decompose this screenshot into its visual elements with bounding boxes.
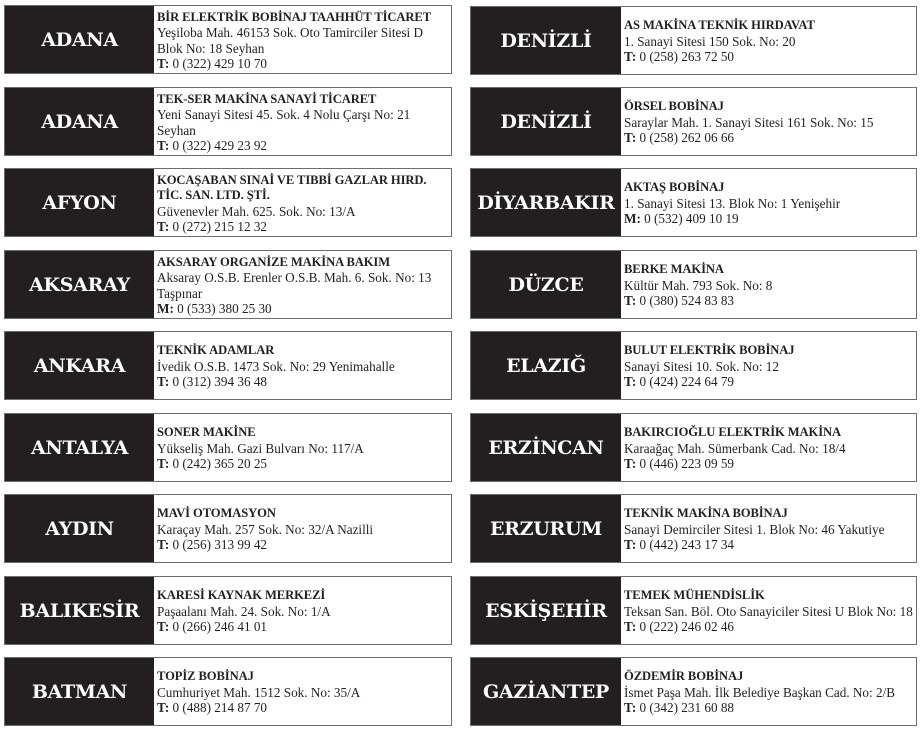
company-name: ÖRSEL BOBİNAJ: [624, 99, 724, 114]
dealer-card: [4, 657, 452, 726]
address: Sanayi Demirciler Sitesi 1. Blok No: 46 Yakutiye: [624, 521, 885, 537]
dealer-card: [4, 331, 452, 400]
dealer-card: [4, 576, 452, 645]
phone-label: T:: [157, 619, 170, 635]
city-label: ERZURUM: [471, 495, 621, 562]
dealer-card: [470, 87, 917, 156]
address: Cumhuriyet Mah. 1512 Sok. No: 35/A: [157, 684, 361, 700]
city-label: BALIKESİR: [5, 577, 154, 644]
phone-number: 0 (322) 429 10 70: [172, 55, 268, 71]
company-name: TEKNİK ADAMLAR: [157, 343, 275, 358]
phone-label: T:: [624, 700, 637, 716]
phone-number: 0 (342) 231 60 88: [639, 700, 735, 716]
company-name: MAVİ OTOMASYON: [157, 506, 276, 521]
phone-number: 0 (446) 223 09 59: [639, 456, 735, 472]
dealer-info: [154, 6, 451, 73]
phone-line: [624, 374, 916, 389]
company-name: BULUT ELEKTRİK BOBİNAJ: [624, 343, 795, 358]
phone-line: [624, 619, 916, 634]
dealer-card: [470, 413, 917, 482]
dealer-card: [470, 331, 917, 400]
phone-label: T:: [624, 293, 637, 309]
phone-label: T:: [624, 619, 637, 635]
company-name: TEKNİK MAKİNA BOBİNAJ: [624, 506, 788, 521]
phone-line: [157, 619, 451, 634]
company-name: BERKE MAKİNA: [624, 262, 724, 277]
phone-label: T:: [157, 374, 170, 390]
city-label: AYDIN: [5, 495, 154, 562]
dealer-info: [154, 169, 451, 236]
company-name: KOCAŞABAN SINAİ VE TIBBİ GAZLAR HIRD. TİC. SAN. LTD. ŞTİ.: [157, 172, 427, 203]
city-label: DENİZLİ: [471, 7, 621, 74]
dealer-info: [154, 658, 451, 725]
dealer-card: [4, 87, 452, 156]
company-name: KARESİ KAYNAK MERKEZİ: [157, 588, 326, 603]
phone-number: 0 (312) 394 36 48: [172, 374, 268, 390]
dealer-card: [470, 6, 917, 75]
city-label: DİYARBAKIR: [471, 169, 621, 236]
dealer-info: [621, 495, 916, 562]
address: Yükseliş Mah. Gazi Bulvarı No: 117/A: [157, 440, 364, 456]
company-name: AS MAKİNA TEKNİK HIRDAVAT: [624, 18, 815, 33]
company-name: ÖZDEMİR BOBİNAJ: [624, 669, 744, 684]
address: Aksaray O.S.B. Erenler O.S.B. Mah. 6. Sok. No: 13 Taşpınar: [157, 270, 432, 301]
dealer-card: [470, 168, 917, 237]
company-name: BAKIRCIOĞLU ELEKTRİK MAKİNA: [624, 425, 842, 440]
company-name: AKSARAY ORGANİZE MAKİNA BAKIM: [157, 254, 391, 269]
city-label: ELAZIĞ: [471, 332, 621, 399]
company-name: TEMEK MÜHENDİSLİK: [624, 588, 765, 603]
phone-line: [157, 700, 451, 715]
phone-number: 0 (272) 215 12 32: [172, 218, 268, 234]
address: 1. Sanayi Sitesi 150 Sok. No: 20: [624, 33, 796, 49]
dealer-card: [4, 250, 452, 319]
dealer-card: [4, 168, 452, 237]
phone-number: 0 (322) 429 23 92: [172, 137, 268, 153]
address: Güvenevler Mah. 625. Sok. No: 13/A: [157, 203, 356, 219]
city-label: ADANA: [5, 6, 154, 73]
dealer-info: [154, 332, 451, 399]
phone-line: [157, 138, 451, 153]
phone-line: [157, 56, 451, 71]
phone-number: 0 (258) 262 06 66: [639, 130, 735, 146]
dealer-info: [621, 332, 916, 399]
address: Yeşiloba Mah. 46153 Sok. Oto Tamirciler Sitesi D Blok No: 18 Seyhan: [157, 25, 423, 56]
phone-number: 0 (380) 524 83 83: [639, 293, 735, 309]
address: İsmet Paşa Mah. İlk Belediye Başkan Cad. No: 2/B: [624, 684, 896, 700]
dealer-card: [4, 5, 452, 74]
dealer-card: [470, 250, 917, 319]
phone-line: [157, 219, 451, 234]
city-label: ESKİŞEHİR: [471, 577, 621, 644]
phone-line: [624, 49, 916, 64]
address: Sanayi Sitesi 10. Sok. No: 12: [624, 358, 779, 374]
city-label: ERZİNCAN: [471, 414, 621, 481]
address: İvedik O.S.B. 1473 Sok. No: 29 Yenimahalle: [157, 358, 395, 374]
dealer-info: [621, 88, 916, 155]
company-name: TOPİZ BOBİNAJ: [157, 669, 254, 684]
phone-number: 0 (532) 409 10 19: [644, 211, 739, 227]
city-label: DÜZCE: [471, 251, 621, 318]
city-label: AKSARAY: [5, 251, 154, 318]
phone-line: [157, 456, 451, 471]
city-label: AFYON: [5, 169, 154, 236]
phone-number: 0 (258) 263 72 50: [639, 49, 735, 65]
phone-line: [624, 537, 916, 552]
company-name: AKTAŞ BOBİNAJ: [624, 180, 725, 195]
dealer-info: [154, 251, 451, 318]
company-name: TEK-SER MAKİNA SANAYİ TİCARET: [157, 91, 377, 106]
dealer-card: [4, 494, 452, 563]
dealer-info: [621, 577, 916, 644]
address: Yeni Sanayi Sitesi 45. Sok. 4 Nolu Çarşı No: 21 Seyhan: [157, 107, 411, 138]
phone-number: 0 (242) 365 20 25: [172, 456, 268, 472]
address: Karaçay Mah. 257 Sok. No: 32/A Nazilli: [157, 521, 374, 537]
city-label: GAZİANTEP: [471, 658, 621, 725]
dealer-info: [621, 169, 916, 236]
phone-number: 0 (424) 224 64 79: [639, 374, 735, 390]
address: Kültür Mah. 793 Sok. No: 8: [624, 277, 773, 293]
phone-label: T:: [624, 49, 637, 65]
city-label: ANKARA: [5, 332, 154, 399]
dealer-info: [621, 7, 916, 74]
dealer-card: [4, 413, 452, 482]
phone-label: M:: [157, 300, 174, 316]
company-name: BİR ELEKTRİK BOBİNAJ TAAHHÜT TİCARET: [157, 9, 432, 24]
dealer-card: [470, 494, 917, 563]
phone-number: 0 (266) 246 41 01: [172, 619, 268, 635]
phone-number: 0 (533) 380 25 30: [177, 300, 272, 316]
phone-number: 0 (488) 214 87 70: [172, 700, 268, 716]
address: Karaağaç Mah. Sümerbank Cad. No: 18/4: [624, 440, 846, 456]
phone-line: [624, 130, 916, 145]
phone-label: T:: [624, 130, 637, 146]
phone-label: T:: [157, 218, 170, 234]
dealer-info: [154, 577, 451, 644]
dealer-info: [621, 658, 916, 725]
phone-label: M:: [624, 211, 641, 227]
address: Teksan San. Böl. Oto Sanayiciler Sitesi U Blok No: 18: [624, 603, 913, 619]
city-label: BATMAN: [5, 658, 154, 725]
dealer-info: [154, 495, 451, 562]
phone-number: 0 (442) 243 17 34: [639, 537, 735, 553]
phone-line: [624, 700, 916, 715]
city-label: ANTALYA: [5, 414, 154, 481]
dealer-card: [470, 576, 917, 645]
address: 1. Sanayi Sitesi 13. Blok No: 1 Yenişehir: [624, 195, 841, 211]
dealer-info: [621, 414, 916, 481]
city-label: DENİZLİ: [471, 88, 621, 155]
address: Paşaalanı Mah. 24. Sok. No: 1/A: [157, 603, 331, 619]
dealer-info: [154, 88, 451, 155]
phone-line: [157, 301, 451, 316]
phone-number: 0 (222) 246 02 46: [639, 619, 735, 635]
city-label: ADANA: [5, 88, 154, 155]
phone-label: T:: [157, 456, 170, 472]
company-name: SONER MAKİNE: [157, 425, 256, 440]
address: Saraylar Mah. 1. Sanayi Sitesi 161 Sok. No: 15: [624, 114, 874, 130]
phone-label: T:: [157, 55, 170, 71]
phone-line: [157, 537, 451, 552]
phone-line: [624, 293, 916, 308]
phone-label: T:: [624, 374, 637, 390]
phone-label: T:: [157, 700, 170, 716]
phone-label: T:: [157, 137, 170, 153]
phone-number: 0 (256) 313 99 42: [172, 537, 268, 553]
dealer-card: [470, 657, 917, 726]
phone-label: T:: [624, 456, 637, 472]
phone-line: [624, 456, 916, 471]
dealer-info: [621, 251, 916, 318]
phone-line: [157, 374, 451, 389]
phone-label: T:: [624, 537, 637, 553]
dealer-info: [154, 414, 451, 481]
phone-label: T:: [157, 537, 170, 553]
phone-line: [624, 211, 916, 226]
